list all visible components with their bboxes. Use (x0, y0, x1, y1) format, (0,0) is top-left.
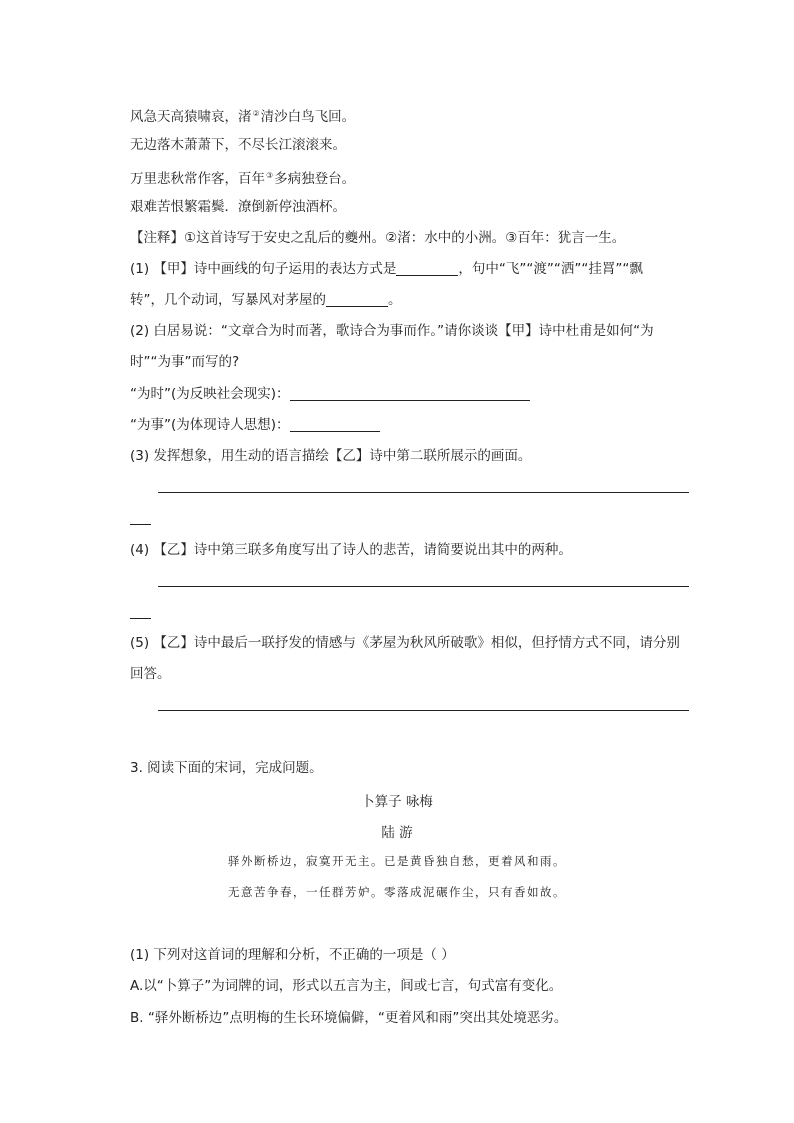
answer-blank[interactable] (326, 293, 388, 307)
answer-blank[interactable] (290, 418, 380, 432)
annotation: 【注释】①这首诗写于安史之乱后的夔州。②渚：水中的小洲。③百年：犹言一生。 (130, 230, 626, 246)
poem-line-3: 万里悲秋常作客，百年③多病独登台。 (130, 171, 356, 187)
question-2-line-2: 时”“为事”而写的? (130, 354, 240, 370)
question-2-prompt-b: “为事”(为体现诗人思想)： (130, 416, 380, 434)
ci-author: 陆 游 (381, 825, 413, 841)
question-5-line-2: 回答。 (130, 666, 171, 682)
poem-line-1: 风急天高猿啸哀，渚②清沙白鸟飞回。 (130, 109, 356, 125)
answer-line[interactable] (158, 492, 689, 493)
section-3-question-1: (1) 下列对这首词的理解和分析，不正确的一项是（ ） (130, 947, 455, 963)
answer-blank[interactable] (290, 387, 530, 401)
ci-line-1: 驿外断桥边，寂寞开无主。已是黄昏独自愁，更着风和雨。 (228, 854, 566, 868)
footnote-marker-3: ③ (266, 171, 274, 180)
ci-title: 卜算子 咏梅 (361, 794, 433, 810)
question-5-line-1: (5) 【乙】诗中最后一联抒发的情感与《茅屋为秋风所破歌》相似，但抒情方式不同，请分别 (130, 635, 680, 651)
question-2-line-1: (2) 白居易说：“文章合为时而著，歌诗合为事而作。”请你谈谈【甲】诗中杜甫是如何“为 (130, 323, 654, 339)
answer-line-end (130, 618, 151, 619)
question-1-line-2: 转”，几个动词，写暴风对茅屋的 。 (130, 292, 402, 308)
footnote-marker-2: ② (252, 109, 260, 118)
section-3-heading: 3. 阅读下面的宋词，完成问题。 (130, 760, 323, 776)
question-4: (4) 【乙】诗中第三联多角度写出了诗人的悲苦，请简要说出其中的两种。 (130, 542, 572, 558)
poem-line-4: 艰难苦恨繁霜鬓．潦倒新停浊酒杯。 (130, 199, 346, 215)
poem-line-2: 无边落木萧萧下，不尽长江滚滚来。 (130, 137, 346, 153)
answer-blank[interactable] (396, 262, 458, 276)
question-3: (3) 发挥想象，用生动的语言描绘【乙】诗中第二联所展示的画面。 (130, 448, 532, 464)
answer-line[interactable] (158, 586, 689, 587)
question-1-line-1: (1) 【甲】诗中画线的句子运用的表达方式是 ，句中“飞”“渡”“洒”“挂罥”“飘 (130, 261, 643, 277)
option-b[interactable]: B. “驿外断桥边”点明梅的生长环境偏僻，“更着风和雨”突出其处境恶劣。 (130, 1010, 568, 1026)
answer-line-end (130, 524, 151, 525)
question-2-prompt-a: “为时”(为反映社会现实)： (130, 385, 530, 403)
ci-line-2: 无意苦争春，一任群芳妒。零落成泥碾作尘，只有香如故。 (228, 885, 566, 899)
option-a[interactable]: A.以“卜算子”为词牌的词，形式以五言为主，间或七言，句式富有变化。 (130, 978, 563, 994)
answer-line[interactable] (158, 710, 689, 711)
